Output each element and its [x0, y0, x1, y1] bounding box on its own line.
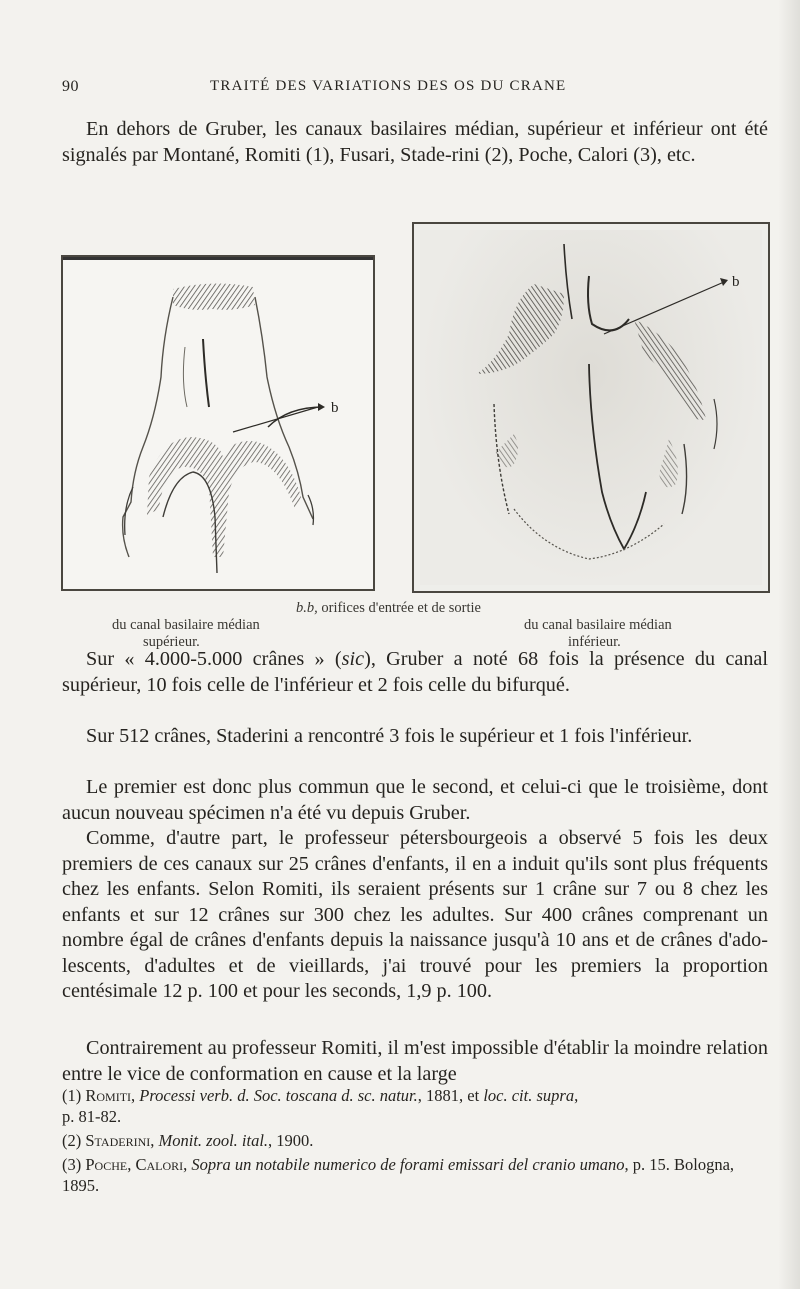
running-header — [62, 78, 762, 102]
footnote-3-number: (3) — [62, 1155, 86, 1174]
footnote-2-end: , 1900. — [268, 1131, 314, 1150]
footnote-3 — [62, 1154, 768, 1196]
figure-left-superior-canal — [61, 255, 375, 591]
figure-right-inferior-canal — [412, 222, 770, 593]
caption-right-line-2: inférieur. — [568, 634, 621, 650]
p2-sic: sic — [341, 648, 365, 670]
figure-right-drawing — [414, 224, 768, 591]
footnote-2-sep: , — [150, 1131, 159, 1150]
footnotes — [62, 1085, 768, 1196]
paragraph-staderini-stats: Sur 512 crânes, Staderini a rencontré 3 fois le supérieur et 1 fois l'inférieur. — [86, 725, 693, 747]
page-edge-shadow — [778, 0, 800, 1289]
caption-right-line-1: du canal basilaire médian — [524, 617, 672, 633]
footnote-1-author: Romiti — [85, 1086, 132, 1105]
figure-left-label-b: b — [331, 400, 339, 416]
running-title: TRAITÉ DES VARIATIONS DES OS DU CRANE — [210, 78, 567, 94]
p2-text-after: ), Gruber a noté 68 fois la présence du canal supérieur, 10 fois celle de l'inférieur et 2 fois celle du bifurqué. — [62, 648, 768, 696]
footnote-2-author: Staderini — [85, 1131, 151, 1150]
footnote-2-title: Monit. zool. ital. — [158, 1131, 269, 1150]
paragraph-enfants-adultes: Comme, d'autre part, le professeur pétersbourgeois a observé 5 fois les deux premiers de ces canaux sur 25 crânes d'enfants, il en a induit qu'ils sont plus fréquents chez les enfants. Selon Romiti, ils seraient présents sur 1 crâne sur 7 ou 8 chez les enfants et sur 12 crânes sur 300 chez les adultes. Sur 400 crânes comprenant un nombre égal de crânes d'enfants depuis la naissance jusqu'à 10 ans et de crânes d'ado-lescents, d'adultes et de vieillards, j'ai trouvé pour les premiers la proportion centésimale 12 p. 100 et pour les seconds, 1,9 p. 100. — [62, 827, 768, 1002]
figure-right-label-b: b — [732, 274, 740, 290]
caption-abbrev: b.b, — [296, 600, 318, 616]
footnote-3-sep: , — [183, 1155, 192, 1174]
footnote-2-number: (2) — [62, 1131, 86, 1150]
footnote-1-mid: , 1881, et — [417, 1086, 484, 1105]
p2-text-before: Sur « 4.000-5.000 crânes » ( — [86, 648, 342, 670]
footnote-3-title: Sopra un notabile numerico de forami emissari del cranio umano — [191, 1155, 625, 1174]
paragraph-premier-commun: Le premier est donc plus commun que le second, et celui-ci que le troisième, dont aucun nouveau spécimen n'a été vu depuis Gruber. — [62, 776, 768, 824]
footnote-1-loc: loc. cit. supra — [483, 1086, 575, 1105]
caption-left-line-1: du canal basilaire médian — [112, 617, 260, 633]
paragraph-contrairement: Contrairement au professeur Romiti, il m'est impossible d'établir la moindre relation entre le vice de conformation en cause et la large — [62, 1037, 768, 1085]
footnote-1-end: , — [574, 1086, 579, 1105]
footnote-1 — [62, 1085, 768, 1106]
figure-caption-main — [296, 600, 481, 617]
caption-left-line-2: supérieur. — [143, 634, 200, 650]
footnote-1-line-2: p. 81-82. — [62, 1107, 122, 1126]
footnote-3-end: , p. 15. Bologna, 1895. — [62, 1155, 735, 1195]
page-number: 90 — [62, 78, 79, 95]
caption-description: orifices d'entrée et de sortie — [317, 600, 481, 616]
figure-left-drawing — [63, 257, 373, 589]
footnote-1-sep: , — [131, 1086, 140, 1105]
footnote-1-number: (1) — [62, 1086, 86, 1105]
footnote-1-title: Processi verb. d. Soc. toscana d. sc. natur. — [139, 1086, 418, 1105]
footnote-3-author: Poche, Calori — [85, 1155, 184, 1174]
paragraph-gruber-stats — [62, 647, 768, 698]
paragraph-group-comparison — [62, 775, 768, 1005]
paragraph-intro: En dehors de Gruber, les canaux basilaires médian, supérieur et inférieur ont été signalés par Montané, Romiti (1), Fusari, Stade-rini (2), Poche, Calori (3), etc. — [62, 118, 768, 166]
footnote-2 — [62, 1130, 768, 1151]
